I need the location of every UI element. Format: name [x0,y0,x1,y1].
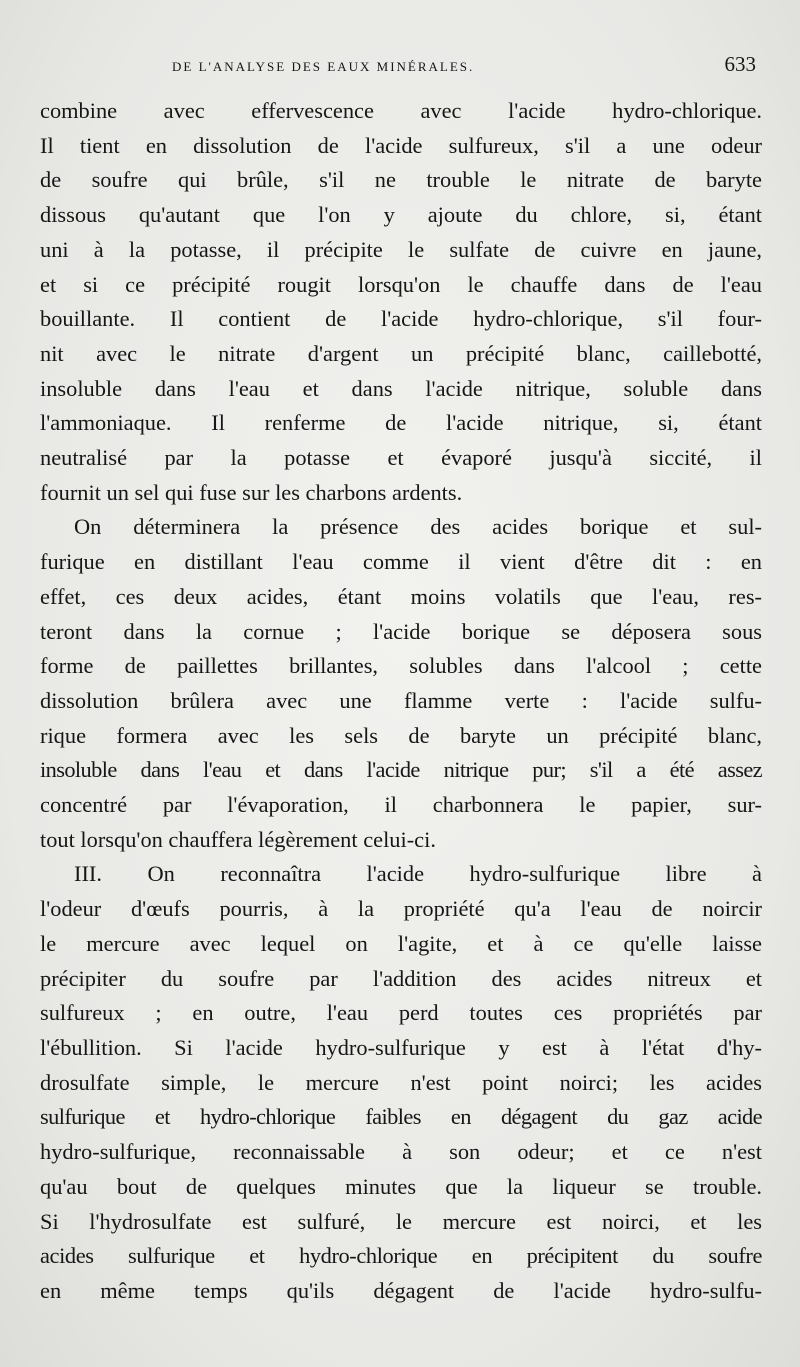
text-line: dissolution brûlera avec une flamme verte : l'acide sulfu- [40,687,762,713]
text-line: hydro-sulfurique, reconnaissable à son odeur; et ce n'est [40,1139,762,1165]
text-line: précipiter du soufre par l'addition des acides nitreux et [40,965,762,991]
text-line: l'odeur d'œufs pourris, à la propriété qu'a l'eau de noircir [40,896,762,922]
text-line: tout lorsqu'on chauffera légèrement celui-ci. [40,826,436,852]
text-line: insoluble dans l'eau et dans l'acide nitrique, soluble dans [40,375,762,401]
text-line: dissous qu'autant que l'on y ajoute du chlore, si, étant [40,202,762,228]
text-line: drosulfate simple, le mercure n'est point noirci; les acides [40,1069,762,1095]
text-line: On déterminera la présence des acides borique et sul- [74,514,762,540]
text-line: forme de paillettes brillantes, solubles dans l'alcool ; cette [40,653,762,679]
text-line: rique formera avec les sels de baryte un précipité blanc, [40,722,762,748]
text-line: teront dans la cornue ; l'acide borique se déposera sous [40,618,762,644]
text-line: en même temps qu'ils dégagent de l'acide hydro-sulfu- [40,1277,762,1303]
text-line: et si ce précipité rougit lorsqu'on le chauffe dans de l'eau [40,271,762,297]
text-line: de soufre qui brûle, s'il ne trouble le nitrate de baryte [40,167,762,193]
body-text [40,94,762,1309]
text-line: sulfurique et hydro-chlorique faibles en dégagent du gaz acide [40,1104,762,1130]
text-line: fournit un sel qui fuse sur les charbons ardents. [40,479,463,505]
text-line: effet, ces deux acides, étant moins volatils que l'eau, res- [40,583,762,609]
running-head: DE L'ANALYSE DES EAUX MINÉRALES. [172,59,475,74]
text-line: neutralisé par la potasse et évaporé jusqu'à siccité, il [40,445,762,471]
paragraph-2 [40,510,762,857]
text-line: insoluble dans l'eau et dans l'acide nitrique pur; s'il a été assez [40,757,762,783]
text-line: Si l'hydrosulfate est sulfuré, le mercure est noirci, et les [40,1208,762,1234]
text-line: III. On reconnaîtra l'acide hydro-sulfurique libre à [74,861,762,887]
text-line: uni à la potasse, il précipite le sulfate de cuivre en jaune, [40,236,762,262]
text-line: l'ébullition. Si l'acide hydro-sulfurique y est à l'état d'hy- [40,1034,762,1060]
text-line: qu'au bout de quelques minutes que la liqueur se trouble. [40,1173,762,1199]
text-line: furique en distillant l'eau comme il vient d'être dit : en [40,549,762,575]
page-number: 633 [724,52,756,76]
text-line: sulfureux ; en outre, l'eau perd toutes ces propriétés par [40,1000,762,1026]
paragraph-3 [40,857,762,1308]
text-line: Il tient en dissolution de l'acide sulfureux, s'il a une odeur [40,132,762,158]
text-line: acides sulfurique et hydro-chlorique en précipitent du soufre [40,1243,762,1269]
text-line: concentré par l'évaporation, il charbonnera le papier, sur- [40,792,762,818]
text-line: le mercure avec lequel on l'agite, et à ce qu'elle laisse [40,930,762,956]
text-line: bouillante. Il contient de l'acide hydro-chlorique, s'il four- [40,306,762,332]
paragraph-1 [40,94,762,510]
text-line: combine avec effervescence avec l'acide hydro-chlorique. [40,98,762,123]
text-line: l'ammoniaque. Il renferme de l'acide nitrique, si, étant [40,410,762,436]
text-line: nit avec le nitrate d'argent un précipité blanc, caillebotté, [40,340,762,366]
page-header [40,52,762,92]
